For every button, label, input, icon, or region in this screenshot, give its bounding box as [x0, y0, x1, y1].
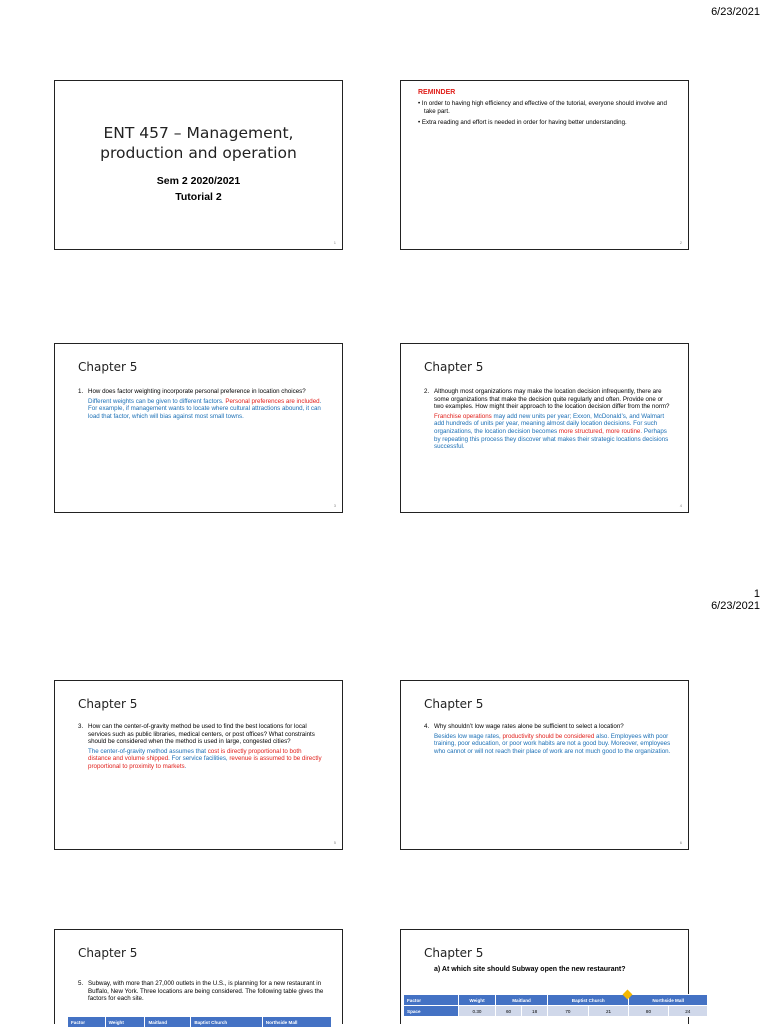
- table-header-row: [68, 1017, 332, 1028]
- slide-title: [54, 80, 343, 250]
- answer-text: [434, 733, 672, 756]
- slide-number: 3: [333, 503, 336, 508]
- table-cell: 21: [588, 1006, 629, 1017]
- course-title: [55, 123, 342, 163]
- slide-number: 6: [679, 840, 682, 845]
- date-stamp-top: 6/23/2021: [711, 6, 760, 18]
- reminder-bullet: • Extra reading and effort is needed in order for having better understanding.: [418, 119, 627, 127]
- answer-part: . Perhaps by repeating this process they discover what makes their strategic locations decisions successful.: [434, 427, 669, 451]
- reminder-bullet: • In order to having high efficiency and effective of the tutorial, everyone should involve and take part.: [418, 100, 667, 115]
- answer-part: may add new units per year; Exxon, McDonald’s, and Walmart add hundreds of units per year, meaning almost daily location decisions. For such organizations, the location decision becomes: [434, 412, 665, 435]
- page-number: 1: [753, 588, 760, 600]
- question-number: 3.: [78, 723, 84, 730]
- slide-q2: [400, 343, 689, 513]
- question-block: [78, 980, 326, 1003]
- slide-number: 4: [679, 503, 682, 508]
- question-text: How does factor weighting incorporate personal preference in location choices?: [88, 388, 306, 395]
- table-cell: 80: [629, 1006, 668, 1017]
- slide-heading: Chapter 5: [424, 946, 484, 960]
- question-block: [78, 388, 326, 420]
- answer-part: . For service facilities,: [168, 755, 230, 763]
- tutorial-label: Tutorial 2: [175, 191, 222, 203]
- slide-number: 2: [679, 240, 682, 245]
- table-header-cell: Maitland: [496, 995, 548, 1006]
- answer-part: The center-of-gravity method assumes that: [88, 747, 208, 755]
- slide-heading: Chapter 5: [424, 360, 484, 374]
- question-text: How can the center-of-gravity method be used to find the best locations for local services such as public libraries, medical centers, or post offices? What constraints should be considered when the method is used in large, congested cities?: [88, 723, 315, 746]
- answer-part: . For example, if management wants to locate where cultural attractions abound, it can load that factor, which will bias against most small towns.: [88, 397, 322, 420]
- slide-q1: [54, 343, 343, 513]
- table-header-cell: Maitland: [145, 1017, 191, 1028]
- answer-highlight: cost is directly proportional to both distance and volume shipped: [88, 747, 302, 763]
- table-header-row: [404, 995, 708, 1006]
- semester-label: Sem 2 2020/2021: [156, 175, 241, 187]
- slide-q3: [54, 680, 343, 850]
- question-number: 5.: [78, 980, 84, 987]
- table-row: [404, 1006, 708, 1017]
- table-header-cell: Baptist Church: [191, 1017, 262, 1028]
- table-cell: 60: [496, 1006, 522, 1017]
- table-header-cell: Northside Mall: [629, 995, 708, 1006]
- question-block: [78, 723, 326, 771]
- answer-part: Different weights can be given to different factors.: [88, 397, 226, 405]
- table-cell: Space: [404, 1006, 459, 1017]
- table-header-cell: Factor: [404, 995, 459, 1006]
- slide-heading: Chapter 5: [78, 697, 138, 711]
- slide-heading: Chapter 5: [424, 697, 484, 711]
- slide-number: 1: [333, 240, 336, 245]
- date-stamp-second: 6/23/2021: [711, 600, 760, 612]
- question-block: [424, 388, 672, 451]
- course-title-line1: ENT 457 – Management,: [103, 124, 294, 142]
- table-header-cell: Northside Mall: [262, 1017, 331, 1028]
- slide-q4: [400, 680, 689, 850]
- factors-table: [403, 994, 708, 1017]
- table-header-cell: Factor: [68, 1017, 106, 1028]
- answer-highlight: Personal preferences are included: [225, 397, 320, 405]
- table-cell: 18: [522, 1006, 548, 1017]
- question-number: 1.: [78, 388, 84, 395]
- table-cell: 70: [548, 1006, 589, 1017]
- question-number: 2.: [424, 388, 430, 395]
- question-number: 4.: [424, 723, 430, 730]
- question-text: Although most organizations may make the location decision infrequently, there are some organizations that make the decision quite regularly and often. Provide one or two examples. How might their approach to the location decision differ from the norm?: [434, 388, 670, 411]
- answer-text: [88, 748, 326, 771]
- question-text: Subway, with more than 27,000 outlets in the U.S., is planning for a new restaurant in Buffalo, New York. Three locations are being considered. The following table gives the factors for each site.: [88, 980, 324, 1003]
- slide-number: 5: [333, 840, 336, 845]
- sub-question: a) At which site should Subway open the new restaurant?: [434, 966, 626, 973]
- answer-part: .: [184, 762, 187, 770]
- table-header-cell: Weight: [459, 995, 496, 1006]
- answer-highlight: productivity should be considered: [502, 732, 595, 740]
- slide-heading: Chapter 5: [78, 946, 138, 960]
- table-header-cell: Baptist Church: [548, 995, 629, 1006]
- answer-highlight: more structured, more routine: [558, 427, 641, 435]
- slide-q5: [54, 929, 343, 1024]
- course-title-line2: production and operation: [100, 144, 297, 162]
- reminder-label: REMINDER: [418, 89, 456, 96]
- slide-heading: Chapter 5: [78, 360, 138, 374]
- answer-highlight: revenue is assumed to be directly proportional to proximity to markets: [88, 755, 322, 770]
- answer-text: [434, 413, 672, 451]
- answer-part: also. Employees with poor training, poor education, or poor work habits are not a good buy. Moreover, employees who cannot or will not reach their place of work are not much good to the organization.: [434, 732, 671, 755]
- factors-table: [67, 1016, 332, 1028]
- question-block: [424, 723, 672, 755]
- reminder-list: [418, 100, 674, 131]
- answer-highlight: Franchise operations: [434, 412, 492, 420]
- answer-part: Besides low wage rates,: [434, 732, 503, 740]
- answer-text: [88, 398, 326, 421]
- slide-q5a: [400, 929, 689, 1024]
- question-text: Why shouldn’t low wage rates alone be sufficient to select a location?: [434, 723, 624, 730]
- table-cell: 24: [668, 1006, 707, 1017]
- table-header-cell: Weight: [105, 1017, 145, 1028]
- slide-reminder: [400, 80, 689, 250]
- table-cell: 0.30: [459, 1006, 496, 1017]
